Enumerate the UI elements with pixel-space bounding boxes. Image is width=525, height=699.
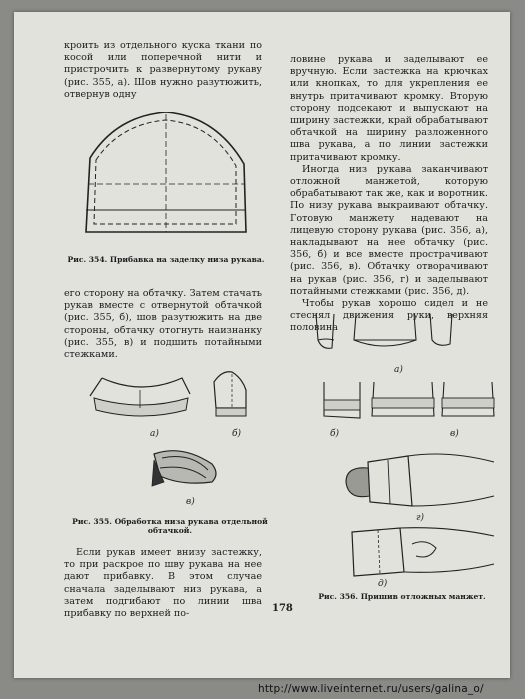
- figure-354-caption: Рис. 354. Прибавка на заделку низа рукава.: [67, 255, 265, 264]
- paragraph: его сторону на обтачку. Затем стачать рукав вместе с отвернутой обтачкой (рис. 355, б), шов разутюжить на две стороны, обтачку отогнуть наизнанку (рис. 355, в) и подшить потайными стежками.: [64, 288, 262, 361]
- figure-356-label-b: б): [330, 429, 340, 439]
- left-column-top: [64, 40, 262, 101]
- paragraph: Если рукав имеет внизу застежку, то при раскрое по шву рукава на нее дают прибавку. В этом случае сначала заделывают низ рукава, а затем подгибают по линии шва прибавку по верхней по-: [64, 547, 262, 620]
- figure-356-label-a: а): [394, 365, 403, 375]
- figure-356-caption: Рис. 356. Пришив отложных манжет.: [318, 592, 486, 601]
- paragraph: Иногда низ рукава заканчивают отложной манжетой, которую обрабатывают так же, как и воротник. По низу рукава выкраивают обтачку. Готовую манжету надевают на лицевую сторону рукава (рис. 356, а), накладывают на нее обтачку (рис. 356, б) и все вместе прострачивают (рис. 356, в). Обтачку отворачивают на рукав (рис. 356, г) и заделывают потайными стежками (рис. 356, д).: [290, 163, 488, 297]
- paragraph: Чтобы рукав хорошо сидел и не стеснял движения руки, верхняя половина: [290, 298, 488, 334]
- figure-354-sleeve-pattern: [76, 112, 256, 252]
- left-column-middle: [64, 288, 262, 361]
- watermark-url: http://www.liveinternet.ru/users/galina_o/: [258, 683, 484, 695]
- figure-356-label-c: в): [450, 429, 459, 439]
- figure-355-sleeve-facing: [82, 364, 262, 512]
- right-column: [290, 54, 488, 335]
- paragraph: кроить из отдельного куска ткани по косой или поперечной нити и пристрочить к развернутому рукаву (рис. 355, а). Шов нужно разутюжить, отвернув одну: [64, 40, 262, 100]
- figure-356-cuff-attachment: [308, 310, 498, 588]
- figure-356-label-e: д): [378, 579, 388, 588]
- paragraph: ловине рукава и заделывают ее вручную. Если застежка на крючках или кнопках, то для укрепления ее внутрь притачивают кромку. Вторую сторону подсекают и выпускают на ширину застежки, край обрабатывают обтачкой на ширину разложенного шва рукава, а по линии застежки притачивают кромку.: [290, 54, 488, 163]
- page-number: 178: [272, 603, 293, 614]
- left-column-bottom: [64, 547, 262, 620]
- figure-355-caption: Рис. 355. Обработка низа рукава отдельной обтачкой.: [72, 517, 268, 536]
- figure-355-label-c: в): [186, 497, 195, 507]
- figure-356-label-d: г): [416, 513, 425, 523]
- figure-355-label-a: а): [150, 429, 159, 439]
- book-page: [14, 12, 510, 678]
- figure-355-label-b: б): [232, 429, 242, 439]
